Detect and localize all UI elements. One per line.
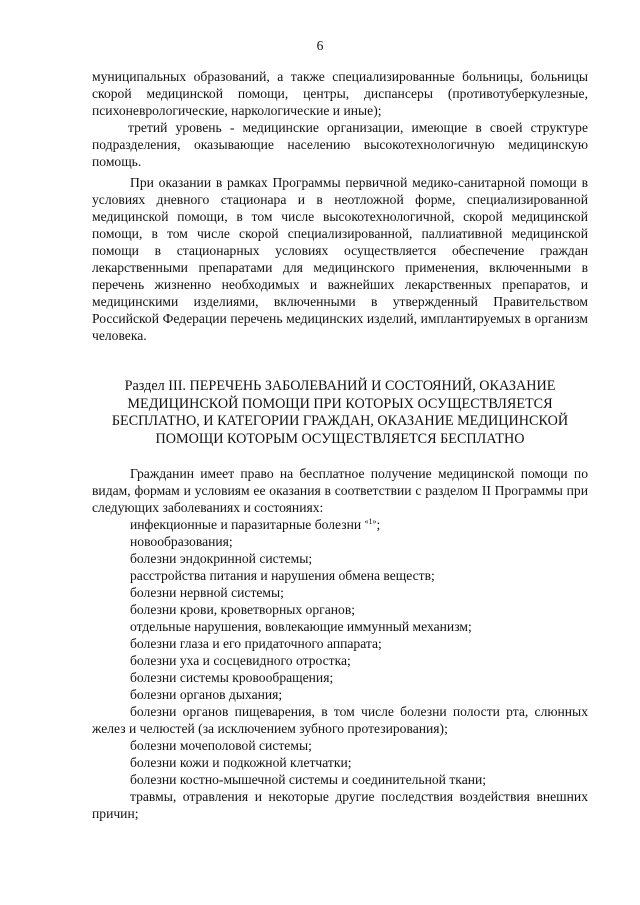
list-item: новообразования; (130, 534, 233, 549)
paragraph-municipal-hospitals: муниципальных образований, а также специализированные больницы, больницы скорой медицинской помощи, центры, диспансеры (противотуберкулезные, психоневрологические, наркологические и иные); (92, 69, 588, 118)
list-item: болезни кожи и подкожной клетчатки; (130, 755, 352, 770)
list-item: болезни эндокринной системы; (130, 551, 313, 566)
drug-provision-block (92, 174, 588, 344)
list-item-end: ; (376, 517, 381, 532)
list-item: болезни глаза и его придаточного аппарата; (130, 636, 382, 651)
list-item: болезни нервной системы; (130, 585, 284, 600)
paragraph-third-level: третий уровень - медицинские организации, имеющие в своей структуре подразделения, оказывающие населению высокотехнологичную медицинскую помощь. (92, 120, 588, 169)
list-item: болезни органов дыхания; (130, 687, 283, 702)
list-item-injuries: травмы, отравления и некоторые другие последствия воздействия внешних причин; (92, 789, 588, 821)
list-item: болезни системы кровообращения; (130, 670, 334, 685)
list-item-digestive: болезни органов пищеварения, в том числе болезни полости рта, слюнных желез и челюстей (за исключением зубного протезирования); (92, 704, 588, 736)
list-item: болезни уха и сосцевидного отростка; (130, 653, 351, 668)
list-item: отдельные нарушения, вовлекающие иммунный механизм; (130, 619, 472, 634)
footnote-reference: «1» (364, 517, 377, 526)
list-item: болезни костно-мышечной системы и соединительной ткани; (130, 772, 487, 787)
section-heading: Раздел III. ПЕРЕЧЕНЬ ЗАБОЛЕВАНИЙ И СОСТОЯНИЙ, ОКАЗАНИЕ МЕДИЦИНСКОЙ ПОМОЩИ ПРИ КОТОРЫХ ОСУЩЕСТВЛЯЕТСЯ БЕСПЛАТНО, И КАТЕГОРИИ ГРАЖДАН, ОКАЗАНИЕ МЕДИЦИНСКОЙ ПОМОЩИ КОТОРЫМ ОСУЩЕСТВЛЯЕТСЯ БЕСПЛАТНО (111, 378, 569, 447)
paragraph-drug-provision: При оказании в рамках Программы первичной медико-санитарной помощи в условиях дневного стационара и в неотложной форме, специализированной медицинской помощи, в том числе высокотехнологичной, скорой медицинской помощи, в том числе скорой специализированной, паллиативной медицинской помощи в стационарных условиях осуществляется обеспечение граждан лекарственными препаратами для медицинского применения, включенными в перечень жизненно необходимых и важнейших лекарственных препаратов, и медицинскими изделиями, включенными в утвержденный Правительством Российской Федерации перечень медицинских изделий, имплантируемых в организм человека. (92, 175, 588, 343)
levels-text-block (92, 68, 588, 170)
list-item-text: инфекционные и паразитарные болезни (130, 517, 365, 532)
list-item: болезни крови, кроветворных органов; (130, 602, 356, 617)
conditions-block (92, 465, 588, 822)
page-number: 6 (316, 38, 324, 53)
paragraph-intro: Гражданин имеет право на бесплатное получение медицинской помощи по видам, формам и условиям ее оказания в соответствии с разделом II Программы при следующих заболеваниях и состояниях: (92, 466, 588, 515)
list-item: болезни мочеполовой системы; (130, 738, 312, 753)
list-item (92, 516, 588, 533)
list-item: расстройства питания и нарушения обмена веществ; (130, 568, 435, 583)
